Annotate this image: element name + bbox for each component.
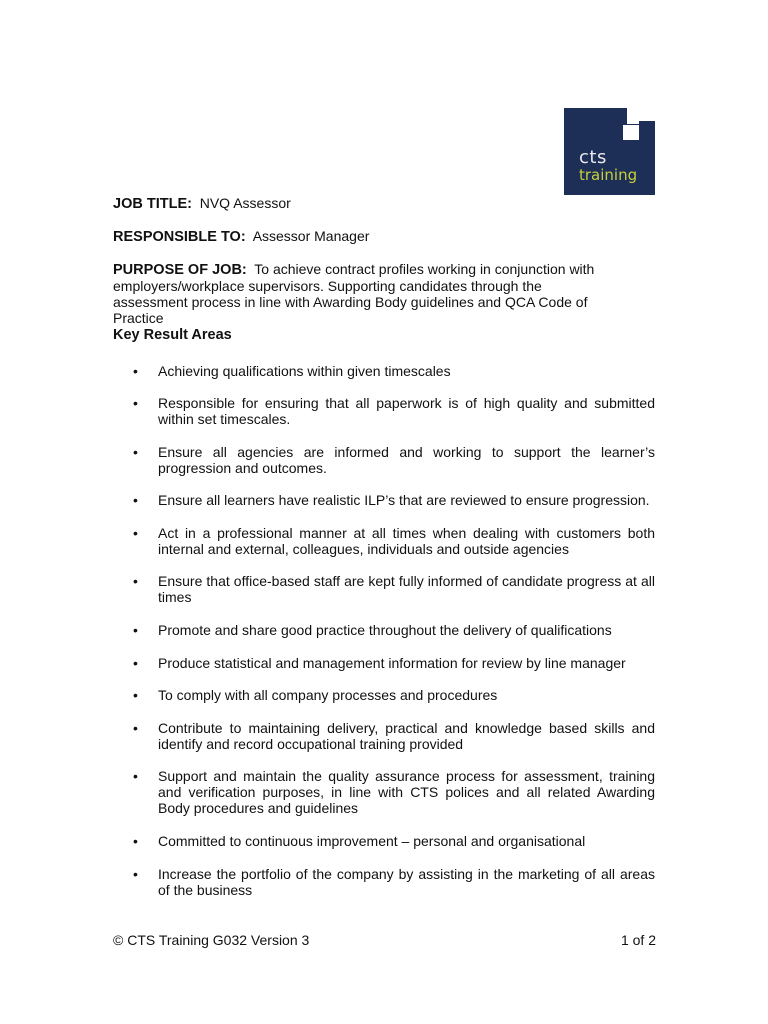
list-item-text: Committed to continuous improvement – personal and organisational <box>158 833 586 849</box>
logo-square-white <box>623 125 639 140</box>
job-title-label: JOB TITLE: <box>113 196 192 212</box>
bullet-icon: • <box>133 492 138 508</box>
list-item-text: Increase the portfolio of the company by assisting in the marketing of all areas of the business <box>158 866 655 898</box>
bullet-icon: • <box>133 622 138 638</box>
bullet-icon: • <box>133 363 138 379</box>
footer-copyright: © CTS Training G032 Version 3 <box>113 932 310 948</box>
list-item-text: To comply with all company processes and procedures <box>158 687 498 703</box>
logo-text-cts: cts <box>579 147 607 168</box>
bullet-icon: • <box>133 720 138 736</box>
bullet-icon: • <box>133 866 138 882</box>
list-item-text: Ensure all agencies are informed and working to support the learner’s progression and outcomes. <box>158 444 655 476</box>
list-item-text: Support and maintain the quality assurance process for assessment, training and verification purposes, in line with CTS polices and all related Awarding Body procedures and guidelines <box>158 768 655 816</box>
bullet-icon: • <box>133 525 138 541</box>
bullet-icon: • <box>133 573 138 589</box>
purpose-label: PURPOSE OF JOB: <box>113 262 247 278</box>
list-item-text: Ensure that office-based staff are kept fully informed of candidate progress at all times <box>158 573 655 605</box>
cts-training-logo <box>564 108 655 195</box>
list-item-text: Ensure all learners have realistic ILP’s that are reviewed to ensure progression. <box>158 492 650 508</box>
bullet-icon: • <box>133 395 138 411</box>
bullet-icon: • <box>133 687 138 703</box>
list-item-text: Contribute to maintaining delivery, practical and knowledge based skills and identify and record occupational training provided <box>158 720 655 752</box>
purpose-value: To achieve contract profiles working in conjunction with employers/workplace supervisors. Supporting candidates through the assessment process in line with Awarding Body guidelines and QCA Code of Practice <box>113 261 595 326</box>
list-item-text: Promote and share good practice throughout the delivery of qualifications <box>158 622 612 638</box>
responsible-to-value: Assessor Manager <box>252 228 370 244</box>
purpose-of-job <box>113 261 616 326</box>
list-item-text: Achieving qualifications within given timescales <box>158 363 451 379</box>
job-title-value: NVQ Assessor <box>199 195 291 211</box>
responsible-to-label: RESPONSIBLE TO: <box>113 229 246 245</box>
list-item-text: Act in a professional manner at all times when dealing with customers both internal and external, colleagues, individuals and outside agencies <box>158 525 655 557</box>
bullet-icon: • <box>133 768 138 784</box>
footer-page-number: 1 of 2 <box>620 932 656 948</box>
job-title-line <box>113 195 291 212</box>
logo-square-navy <box>639 121 655 136</box>
bullet-icon: • <box>133 655 138 671</box>
list-item-text: Produce statistical and management information for review by line manager <box>158 655 626 671</box>
responsible-to-line <box>113 228 369 245</box>
bullet-icon: • <box>133 833 138 849</box>
key-result-areas-heading: Key Result Areas <box>113 327 232 343</box>
bullet-icon: • <box>133 444 138 460</box>
list-item-text: Responsible for ensuring that all paperwork is of high quality and submitted within set timescales. <box>158 395 655 427</box>
logo-text-training: training <box>579 166 638 184</box>
